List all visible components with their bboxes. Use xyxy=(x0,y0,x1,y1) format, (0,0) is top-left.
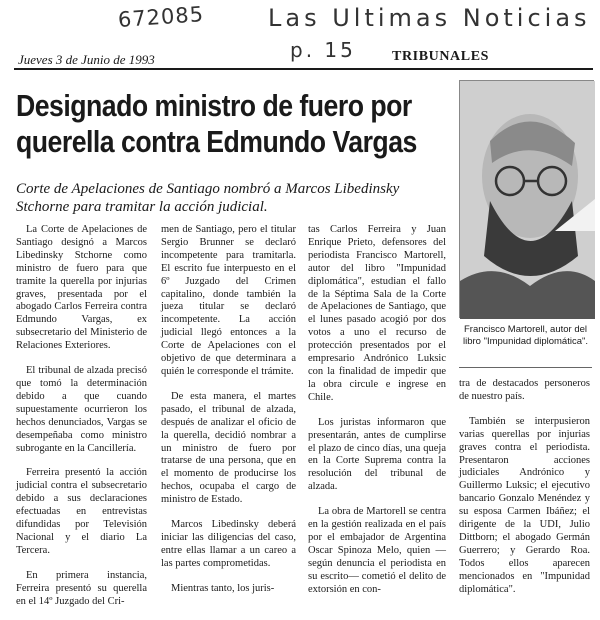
handwritten-archive-code: 672085 xyxy=(117,2,205,32)
paragraph: En primera instancia, Ferreira presentó su querella en el 14º Juzgado del Cri- xyxy=(16,569,147,607)
handwritten-newspaper-name: Las Ultimas Noticias xyxy=(268,4,591,32)
portrait-photo xyxy=(459,80,594,318)
handwritten-page-number: p. 15 xyxy=(290,38,356,62)
paragraph: La Corte de Apelaciones de Santiago designó a Marcos Libedinsky Stchorne como ministro de fuero para que tramite la querella por injurias graves, presentada por el abogado Carlos Ferreira contra Edmundo Vargas, ex subsecretario del Ministerio de Relaciones Exteriores. xyxy=(16,224,147,352)
header-rule xyxy=(14,68,593,70)
headline xyxy=(16,88,417,160)
caption-rule xyxy=(459,367,592,368)
article-column-4 xyxy=(459,378,590,609)
subheadline: Corte de Apelaciones de Santiago nombró a Marcos Libedinsky Stchorne para tramitar la acción judicial. xyxy=(16,181,400,215)
headline-line-2: querella contra Edmundo Vargas xyxy=(16,124,417,159)
paragraph: Los juristas informaron que presentarán, antes de cumplirse el plazo de cinco días, una queja en la Corte Suprema contra la resolución del tribunal de alzada. xyxy=(308,416,446,493)
section-name: TRIBUNALES xyxy=(392,49,490,64)
paragraph: El tribunal de alzada precisó que tomó la determinación debido a que cuando supuestamente ocurrieron los hechos denunciados, Vargas se desempeñaba como ministro subrogante en la Cancillería. xyxy=(16,365,147,454)
article-column-2 xyxy=(161,224,296,608)
portrait-illustration xyxy=(460,81,595,319)
paragraph: men de Santiago, pero el titular Sergio Brunner se declaró incompetente para tramitarla. El escrito fue interpuesto en el 6º Juzgado del Crimen capitalino, donde también la jueza titular se declaró incompetente. La acción judicial llegó entonces a la Corte de Apelaciones con el objetivo de que determinara a quién le corresponde el trámite. xyxy=(161,224,296,377)
paragraph: tra de destacados personeros de nuestro país. xyxy=(459,378,590,402)
paragraph: También se interpusieron varias querellas por injurias graves contra el periodista. Presentaron acciones judiciales Andrónico y Guillermo Luksic; el ejecutivo bancario Gonzalo Menéndez y su esposa Carmen Ibáñez; el dirigente de la UDI, Julio Dittborn; el abogado Germán Guerrero; y Gerardo Roa. Todos ellos aparecen mencionados en "Impunidad diplomática". xyxy=(459,415,590,595)
paragraph: De esta manera, el martes pasado, el tribunal de alzada, después de analizar el oficio de la querella, decidió nombrar a un ministro de fuero por tratarse de una persona, que en el momento de producirse los hechos, ocupaba el cargo de ministro de Estado. xyxy=(161,390,296,506)
photo-caption: Francisco Martorell, autor del libro "Impunidad diplomática". xyxy=(462,324,589,347)
paragraph: Marcos Libedinsky deberá iniciar las diligencias del caso, entre ellas llamar a un careo a las partes comprometidas. xyxy=(161,519,296,569)
paragraph: Mientras tanto, los juris- xyxy=(171,582,275,594)
paragraph: La obra de Martorell se centra en la gestión realizada en el país por el embajador de Argentina Oscar Spinoza Melo, quien —según denuncia el periodista en su escrito— cometió el delito de extorsión en con- xyxy=(308,506,446,595)
headline-line-1: Designado ministro de fuero por xyxy=(16,88,412,123)
article-column-1 xyxy=(16,224,147,620)
article-column-3 xyxy=(308,224,446,608)
issue-date: Jueves 3 de Junio de 1993 xyxy=(18,52,155,67)
paragraph: tas Carlos Ferreira y Juan Enrique Prieto, defensores del periodista Francisco Martorell, autor del libro "Impunidad diplomática", estudian el fallo de la Séptima Sala de la Corte de Apelaciones de Santiago, que el lunes pasado acogió por dos votos a uno el recurso de protección presentados por el empresario Andrónico Luksic con la finalidad de impedir que la obra circule e ingrese en Chile. xyxy=(308,224,446,403)
paragraph: Ferreira presentó la acción judicial contra el subsecretario debido a sus declaraciones efectuadas en entrevistas difundidas por Televisión Nacional y el diario La Tercera. xyxy=(16,467,147,556)
